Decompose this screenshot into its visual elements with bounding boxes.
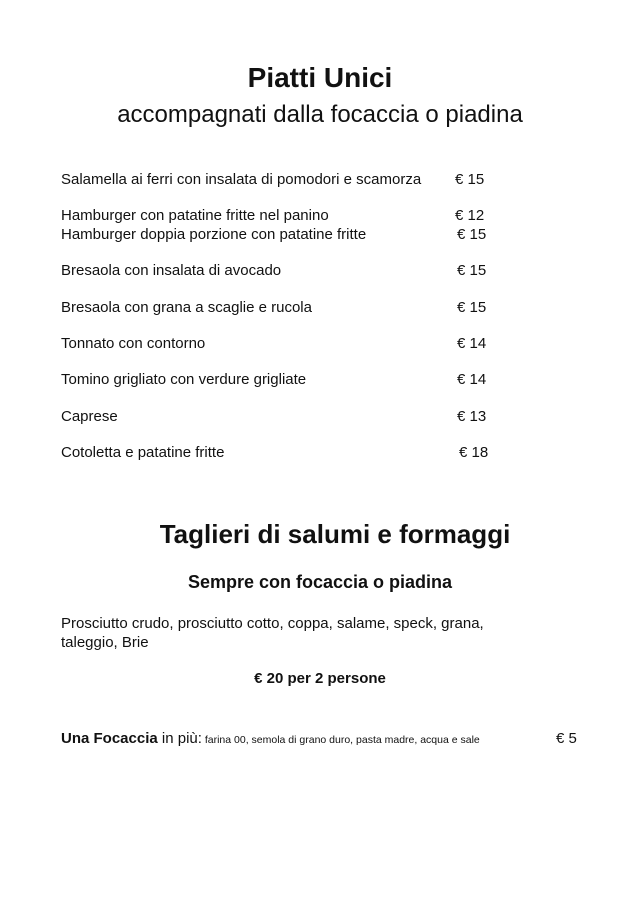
menu-item-name: Caprese [61, 408, 118, 425]
extra-focaccia-label-rest: in più: [157, 730, 202, 747]
menu-item-price: € 12 [455, 207, 485, 224]
taglieri-subtitle: Sempre con focaccia o piadina [187, 572, 453, 592]
menu-item-price: € 13 [457, 408, 487, 425]
taglieri-description-line2: taleggio, Brie [61, 634, 149, 651]
menu-item-price: € 14 [457, 371, 487, 388]
menu-item-price: € 15 [457, 226, 487, 243]
menu-item-price: € 18 [459, 444, 489, 461]
extra-focaccia-price: € 5 [556, 730, 577, 747]
taglieri-title: Taglieri di salumi e formaggi [159, 519, 511, 549]
page-subtitle: accompagnati dalla focaccia o piadina [117, 101, 523, 128]
taglieri-price: € 20 per 2 persone [254, 670, 386, 687]
menu-item-name: Hamburger doppia porzione con patatine fritte [61, 226, 367, 243]
extra-focaccia-label: Una Focaccia [61, 730, 158, 747]
menu-item-name: Hamburger con patatine fritte nel panino [61, 207, 329, 224]
menu-item-name: Bresaola con insalata di avocado [61, 262, 282, 279]
menu-item-name: Tonnato con contorno [61, 335, 206, 352]
extra-focaccia-line [61, 730, 480, 747]
menu-item-price: € 15 [455, 171, 485, 188]
menu-item-name: Salamella ai ferri con insalata di pomodori e scamorza [61, 171, 422, 188]
menu-item-price: € 15 [457, 262, 487, 279]
extra-focaccia-ingredients: farina 00, semola di grano duro, pasta madre, acqua e sale [201, 734, 480, 746]
menu-item-price: € 15 [457, 299, 487, 316]
menu-item-name: Tomino grigliato con verdure grigliate [61, 371, 307, 388]
page-title: Piatti Unici [247, 62, 393, 93]
taglieri-description-line1: Prosciutto crudo, prosciutto cotto, coppa, salame, speck, grana, [61, 615, 484, 632]
menu-item-name: Bresaola con grana a scaglie e rucola [61, 299, 312, 316]
menu-item-name: Cotoletta e patatine fritte [61, 444, 225, 461]
menu-item-price: € 14 [457, 335, 487, 352]
